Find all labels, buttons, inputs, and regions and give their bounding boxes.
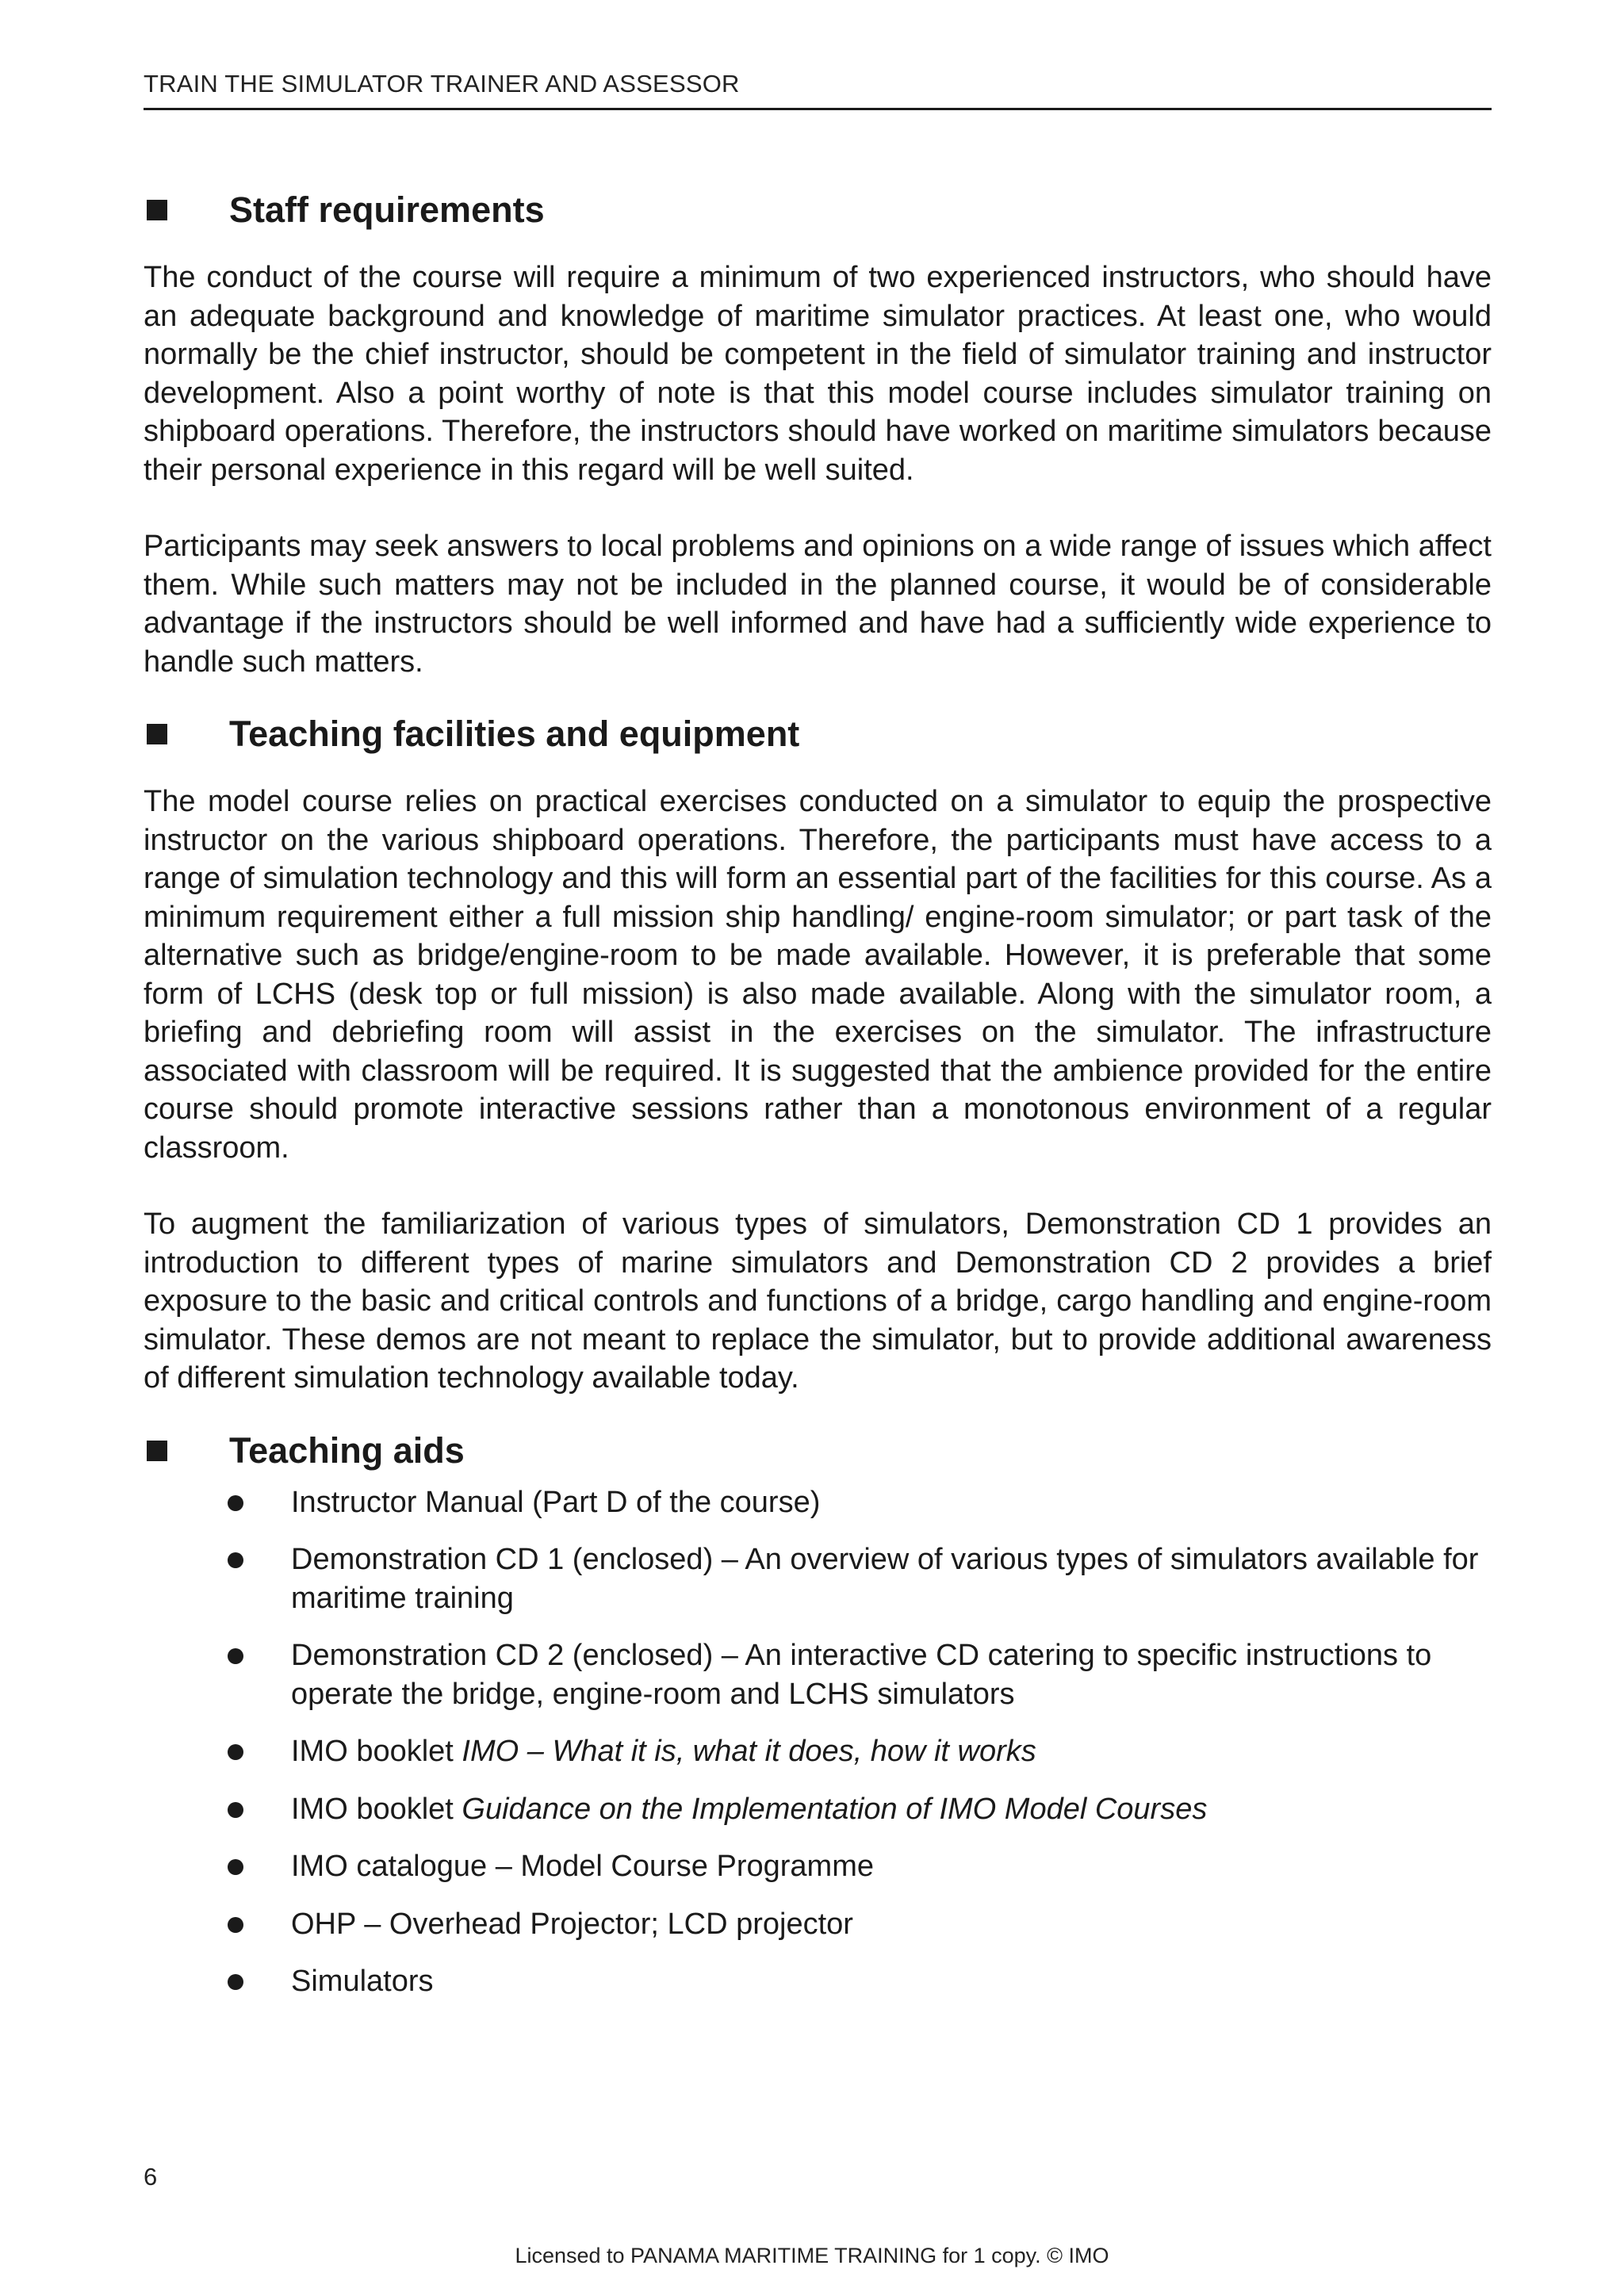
list-item-prefix: IMO booklet — [291, 1792, 462, 1826]
license-notice: Licensed to PANAMA MARITIME TRAINING for 1 copy. © IMO — [515, 2244, 1109, 2267]
paragraph: The conduct of the course will require a minimum of two experienced instructors, who should have an adequate background and knowledge of maritime simulator practices. At least one, who would normally be the chief instructor, should be competent in the field of simulator training and instructor development. Also a point worthy of note is that this model course includes simulator training on shipboard operations. Therefore, the instructors should have worked on maritime simulators because their personal experience in this regard will be well suited. — [144, 261, 1492, 487]
paragraph: The model course relies on practical exercises conducted on a simulator to equip the prospective instructor on the various shipboard operations. Therefore, the participants must have access to a range of simulation technology and this will form an essential part of the facilities for this course. As a minimum requirement either a full mission ship handling/ engine-room simulator; or part task of the alternative such as bridge/engine-room to be made available. However, it is preferable that some form of LCHS (desk top or full mission) is also made available. Along with the simulator room, a briefing and debriefing room will assist in the exercises on the simulator. The infrastructure associated with classroom will be required. It is suggested that the ambience provided for the entire course should promote interactive sessions rather than a monotonous environment of a regular classroom. — [144, 785, 1492, 1165]
list-item — [144, 1962, 1492, 2001]
list-item-text: Demonstration CD 1 (enclosed) – An overview of various types of simulators available for maritime training — [291, 1543, 1479, 1615]
square-bullet-icon — [147, 1441, 167, 1461]
teaching-aids-list — [144, 1483, 1492, 2001]
bullet-dot-icon — [228, 1552, 243, 1568]
list-item-text — [291, 1793, 1207, 1826]
section-title: Teaching facilities and equipment — [229, 714, 800, 754]
list-item-text: IMO catalogue – Model Course Programme — [291, 1850, 874, 1883]
list-item-prefix: IMO booklet — [291, 1735, 462, 1768]
page-number: 6 — [144, 2163, 158, 2191]
bullet-dot-icon — [228, 1802, 243, 1818]
list-item — [144, 1732, 1492, 1771]
list-item-text: Instructor Manual (Part D of the course) — [291, 1485, 821, 1519]
list-item — [144, 1540, 1492, 1617]
list-item — [144, 1847, 1492, 1886]
running-header: TRAIN THE SIMULATOR TRAINER AND ASSESSOR — [144, 70, 740, 98]
section-title: Teaching aids — [229, 1429, 465, 1471]
section-heading-teaching-aids — [144, 1423, 1492, 1479]
list-item-text: Simulators — [291, 1965, 434, 1998]
section-title: Staff requirements — [229, 189, 545, 230]
header-rule — [144, 108, 1492, 110]
list-item — [144, 1790, 1492, 1829]
publication-title: IMO – What it is, what it does, how it works — [462, 1735, 1036, 1768]
list-item — [144, 1905, 1492, 1944]
list-item-text: Demonstration CD 2 (enclosed) – An interactive CD catering to specific instructions to operate the bridge, engine-room and LCHS simulators — [291, 1639, 1432, 1711]
square-bullet-icon — [147, 724, 167, 744]
list-item-text: OHP – Overhead Projector; LCD projector — [291, 1907, 853, 1941]
paragraph: To augment the familiarization of various types of simulators, Demonstration CD 1 provides an introduction to different types of marine simulators and Demonstration CD 2 provides a brief exposure to the basic and critical controls and functions of a bridge, cargo handling and engine-room simulator. These demos are not meant to replace the simulator, but to provide additional awareness of different simulation technology available today. — [144, 1207, 1492, 1395]
bullet-dot-icon — [228, 1744, 243, 1760]
paragraph: Participants may seek answers to local problems and opinions on a wide range of issues which affect them. While such matters may not be included in the planned course, it would be of considerable advantage if the instructors should be well informed and have had a sufficiently wide experience to handle such matters. — [144, 530, 1492, 679]
section-heading-staff-requirements — [144, 182, 1492, 238]
bullet-dot-icon — [228, 1974, 243, 1990]
list-item-text — [291, 1735, 1036, 1768]
publication-title: Guidance on the Implementation of IMO Model Courses — [462, 1792, 1208, 1826]
bullet-dot-icon — [228, 1859, 243, 1875]
bullet-dot-icon — [228, 1495, 243, 1511]
bullet-dot-icon — [228, 1917, 243, 1933]
square-bullet-icon — [147, 200, 167, 220]
document-body — [144, 182, 1492, 2020]
bullet-dot-icon — [228, 1648, 243, 1664]
list-item — [144, 1483, 1492, 1522]
section-heading-teaching-facilities — [144, 706, 1492, 762]
list-item — [144, 1636, 1492, 1713]
